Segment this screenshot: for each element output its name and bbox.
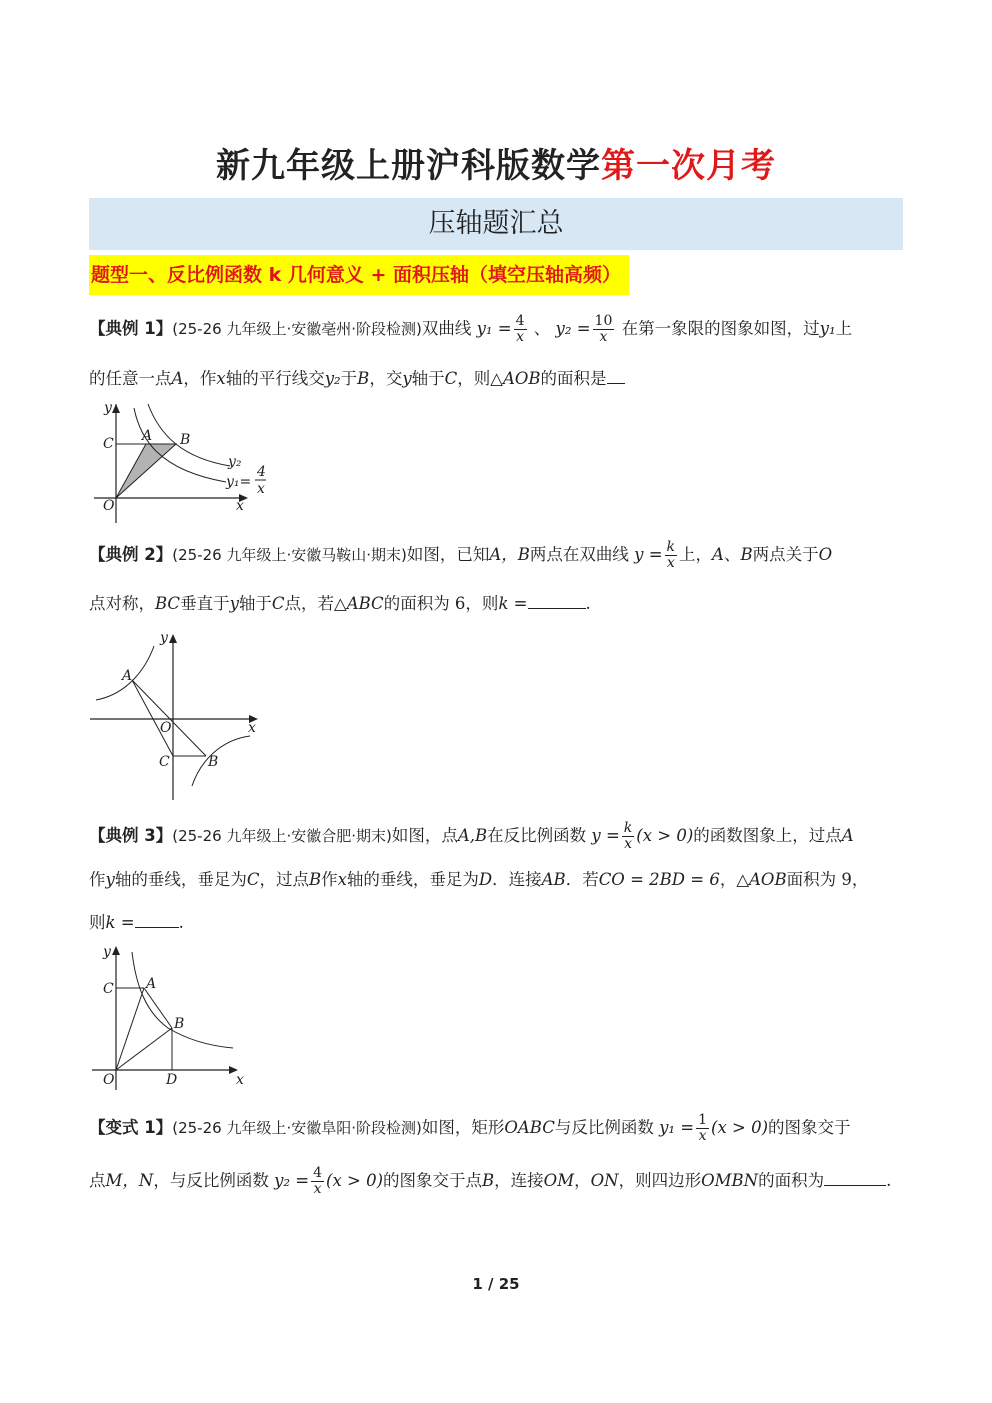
ex3-var: y bbox=[105, 870, 115, 889]
ex2-var: y bbox=[229, 594, 239, 613]
ex1-text: 上 bbox=[835, 319, 853, 338]
ex2-frac-num: k bbox=[666, 539, 676, 555]
var1-var: B bbox=[482, 1171, 495, 1190]
ex2-fig-label-y: y bbox=[160, 630, 168, 646]
ex1-tri: △AOB bbox=[490, 369, 541, 388]
ex3-fig-label-y: y bbox=[103, 944, 111, 960]
ex3-var: A bbox=[841, 826, 854, 845]
ex1-text: 的面积是 bbox=[540, 369, 607, 388]
section-bar bbox=[89, 198, 903, 250]
ex3-frac-num: k bbox=[623, 820, 633, 836]
ex2-line1 bbox=[89, 540, 832, 571]
ex2-tri: △ABC bbox=[334, 594, 384, 613]
ex3-line-oa bbox=[116, 988, 144, 1070]
var1-text: 点 bbox=[89, 1171, 106, 1190]
ex3-fig-label-x: x bbox=[236, 1072, 244, 1088]
ex3-end: . bbox=[178, 913, 184, 932]
ex3-fig-label-d: D bbox=[166, 1072, 178, 1088]
title-main: 新九年级上册沪科版数学 bbox=[216, 146, 601, 186]
ex1-var: A bbox=[171, 369, 184, 388]
ex3-text: 轴的垂线，垂足为 bbox=[114, 870, 247, 889]
ex2-frac-den: x bbox=[666, 555, 675, 571]
ex3-blank bbox=[135, 909, 179, 928]
ex1-y1b: y₁ bbox=[819, 319, 836, 338]
ex3-text: 在反比例函数 bbox=[487, 826, 587, 845]
ex3-line-ob bbox=[116, 1028, 172, 1070]
ex3-tag: 【典例 3】 bbox=[89, 826, 173, 845]
ex1-shaded-triangle bbox=[116, 444, 176, 498]
ex2-keq: k = bbox=[498, 594, 528, 613]
var1-var: OM bbox=[543, 1171, 575, 1190]
ex1-text: ，交 bbox=[369, 369, 403, 388]
ex3-text: ，过点 bbox=[259, 870, 309, 889]
ex3-text: 则 bbox=[89, 913, 106, 932]
ex3-var: C bbox=[246, 870, 260, 889]
ex1-text: 轴的平行线交 bbox=[225, 369, 325, 388]
var1-line2 bbox=[89, 1166, 891, 1197]
ex2-line-ac bbox=[132, 680, 173, 756]
var1-frac2-num: 4 bbox=[313, 1165, 323, 1181]
ex2-line-ab bbox=[132, 680, 206, 756]
page-title bbox=[0, 138, 992, 187]
ex3-line2 bbox=[89, 868, 868, 892]
ex3-var: x bbox=[337, 870, 347, 889]
var1-frac2 bbox=[311, 1166, 324, 1197]
var1-text: ， bbox=[574, 1171, 591, 1190]
ex1-var: x bbox=[216, 369, 226, 388]
ex2-text: 如图，已知 bbox=[406, 545, 490, 564]
ex3-fig-label-a: A bbox=[146, 976, 157, 992]
ex3-curve bbox=[132, 952, 233, 1048]
ex3-eq: CO = 2BD = 6 bbox=[598, 870, 720, 889]
ex1-frac2 bbox=[593, 314, 615, 345]
var1-var: OMBN bbox=[701, 1171, 759, 1190]
ex3-text: 如图，点 bbox=[391, 826, 458, 845]
var1-frac1-num: 1 bbox=[698, 1112, 708, 1128]
ex1-frac1-num: 4 bbox=[515, 313, 525, 329]
var1-cond: (x > 0) bbox=[711, 1118, 769, 1137]
ex1-line2 bbox=[89, 365, 625, 391]
ex3-text: ．连接 bbox=[492, 870, 542, 889]
var1-text: 如图，矩形 bbox=[421, 1118, 505, 1137]
ex3-y-arrow bbox=[112, 946, 120, 955]
ex2-yeq: y = bbox=[634, 545, 663, 564]
ex1-fig-label-den: x bbox=[257, 481, 265, 497]
var1-end: . bbox=[886, 1171, 892, 1190]
ex1-text: 轴于 bbox=[411, 369, 445, 388]
var1-y2: y₂ = bbox=[274, 1171, 310, 1190]
ex2-var: A bbox=[712, 545, 724, 564]
var1-frac2-den: x bbox=[313, 1181, 322, 1197]
ex1-text: 双曲线 bbox=[421, 319, 472, 338]
ex3-yeq: y = bbox=[591, 826, 620, 845]
ex1-y2: y₂ = bbox=[555, 319, 591, 338]
ex2-fig-label-o: O bbox=[160, 720, 172, 736]
ex2-text: 轴于 bbox=[238, 594, 272, 613]
ex2-text: 的面积为 6，则 bbox=[383, 594, 499, 613]
var1-var: OABC bbox=[504, 1118, 555, 1137]
ex1-text: ，作 bbox=[183, 369, 217, 388]
var1-text: ，与反比例函数 bbox=[153, 1171, 269, 1190]
ex3-text: 面积为 9， bbox=[786, 870, 869, 889]
ex2-var: B bbox=[740, 545, 753, 564]
ex2-curve-q4 bbox=[192, 736, 250, 786]
var1-cond: (x > 0) bbox=[326, 1171, 384, 1190]
var1-text: 的图象交于点 bbox=[383, 1171, 483, 1190]
ex3-tri: △AOB bbox=[736, 870, 787, 889]
var1-tag: 【变式 1】 bbox=[89, 1118, 173, 1137]
var1-var: ON bbox=[590, 1171, 619, 1190]
var1-text: 的面积为 bbox=[758, 1171, 825, 1190]
ex3-keq: k = bbox=[105, 913, 135, 932]
ex3-text: 作 bbox=[89, 870, 106, 889]
section-title: 压轴题汇总 bbox=[428, 208, 564, 239]
ex1-fig-label-o: O bbox=[103, 498, 115, 514]
ex1-frac2-den: x bbox=[599, 329, 608, 345]
ex3-var: D bbox=[478, 870, 493, 889]
ex1-y1: y₁ = bbox=[476, 319, 512, 338]
ex3-fig-label-c: C bbox=[103, 981, 114, 997]
ex2-tag: 【典例 2】 bbox=[89, 545, 173, 564]
ex3-source: (25-26 九年级上·安徽合肥·期末) bbox=[172, 827, 392, 845]
var1-blank bbox=[824, 1167, 886, 1186]
ex1-blank bbox=[607, 365, 625, 384]
ex2-fig-label-x: x bbox=[248, 720, 256, 736]
ex2-text: 垂直于 bbox=[180, 594, 230, 613]
ex2-text: 两点在双曲线 bbox=[529, 545, 629, 564]
ex3-frac bbox=[622, 821, 634, 852]
ex1-text: 的任意一点 bbox=[89, 369, 172, 388]
ex2-var: O bbox=[818, 545, 833, 564]
ex1-var: B bbox=[357, 369, 370, 388]
page-number: 1 / 25 bbox=[472, 1275, 520, 1293]
ex1-sep: 、 bbox=[533, 319, 551, 338]
var1-line1 bbox=[89, 1113, 851, 1144]
ex2-var: C bbox=[271, 594, 285, 613]
var1-text: ，则四边形 bbox=[618, 1171, 702, 1190]
ex2-fig-label-b: B bbox=[208, 754, 219, 770]
var1-frac1-den: x bbox=[698, 1128, 707, 1144]
ex3-frac-den: x bbox=[624, 836, 632, 852]
ex3-text: 轴的垂线，垂足为 bbox=[346, 870, 479, 889]
ex2-text: 、 bbox=[723, 545, 741, 564]
title-highlight: 第一次月考 bbox=[601, 146, 776, 186]
type-heading: 题型一、反比例函数 k 几何意义 + 面积压轴（填空压轴高频） bbox=[89, 255, 629, 295]
ex1-figure bbox=[88, 398, 288, 528]
ex1-fig-label-x: x bbox=[236, 498, 244, 514]
ex3-text: ， bbox=[719, 870, 737, 889]
var1-text: 与反比例函数 bbox=[554, 1118, 654, 1137]
ex3-text: ．若 bbox=[565, 870, 599, 889]
ex3-cond: (x > 0) bbox=[636, 826, 694, 845]
ex1-tag: 【典例 1】 bbox=[89, 319, 173, 338]
ex1-frac2-num: 10 bbox=[594, 313, 613, 329]
ex2-fig-label-c: C bbox=[159, 754, 170, 770]
var1-frac1 bbox=[696, 1113, 709, 1144]
ex1-frac1 bbox=[514, 314, 527, 345]
ex1-fig-label-y1: y₁= bbox=[226, 474, 252, 490]
ex3-line-ab bbox=[144, 988, 172, 1028]
ex2-line2 bbox=[89, 590, 591, 616]
ex2-text: 两点关于 bbox=[752, 545, 819, 564]
ex1-fig-label-a: A bbox=[142, 428, 153, 444]
ex1-var: C bbox=[444, 369, 458, 388]
ex3-text: 的函数图象上，过点 bbox=[693, 826, 842, 845]
ex2-figure bbox=[88, 628, 268, 804]
ex1-text: ，则 bbox=[457, 369, 491, 388]
ex1-fig-label-num: 4 bbox=[257, 464, 266, 480]
var1-var: M，N bbox=[105, 1171, 154, 1190]
ex3-var: B bbox=[308, 870, 322, 889]
ex3-text: 作 bbox=[321, 870, 338, 889]
ex2-frac bbox=[665, 540, 677, 571]
ex3-var: AB bbox=[541, 870, 566, 889]
ex1-fig-label-b: B bbox=[180, 432, 191, 448]
ex2-end: . bbox=[585, 594, 591, 613]
var1-y1: y₁ = bbox=[659, 1118, 695, 1137]
ex3-line3 bbox=[89, 909, 184, 935]
ex2-text: 点对称， bbox=[89, 594, 155, 613]
ex1-text: 在第一象限的图象如图，过 bbox=[621, 319, 820, 338]
ex3-fig-label-b: B bbox=[174, 1016, 185, 1032]
ex2-y-arrow bbox=[169, 634, 177, 643]
ex1-fig-label-c: C bbox=[103, 436, 114, 452]
ex3-var: A,B bbox=[457, 826, 488, 845]
ex2-var: A，B bbox=[489, 545, 530, 564]
ex2-source: (25-26 九年级上·安徽马鞍山·期末) bbox=[172, 546, 407, 564]
ex1-text: 于 bbox=[340, 369, 358, 388]
ex1-fig-label-y: y bbox=[104, 400, 112, 416]
var1-text: ，连接 bbox=[494, 1171, 544, 1190]
ex2-blank bbox=[528, 590, 586, 609]
ex3-fig-label-o: O bbox=[103, 1072, 115, 1088]
ex1-var: y bbox=[402, 369, 412, 388]
ex2-text: 点，若 bbox=[284, 594, 335, 613]
var1-text: 的图象交于 bbox=[768, 1118, 851, 1137]
ex2-text: 上， bbox=[679, 545, 713, 564]
ex1-source: (25-26 九年级上·安徽亳州·阶段检测) bbox=[172, 320, 422, 338]
ex2-var: BC bbox=[155, 594, 181, 613]
ex3-line1 bbox=[89, 821, 854, 852]
ex2-fig-label-a: A bbox=[122, 668, 133, 684]
ex1-line1 bbox=[89, 314, 852, 345]
ex1-frac1-den: x bbox=[516, 329, 525, 345]
var1-source: (25-26 九年级上·安徽阜阳·阶段检测) bbox=[172, 1119, 422, 1137]
ex1-fig-label-y2: y₂ bbox=[228, 454, 242, 470]
ex1-var: y₂ bbox=[324, 369, 341, 388]
ex1-y-arrow bbox=[112, 404, 120, 413]
ex3-figure bbox=[88, 942, 258, 1094]
